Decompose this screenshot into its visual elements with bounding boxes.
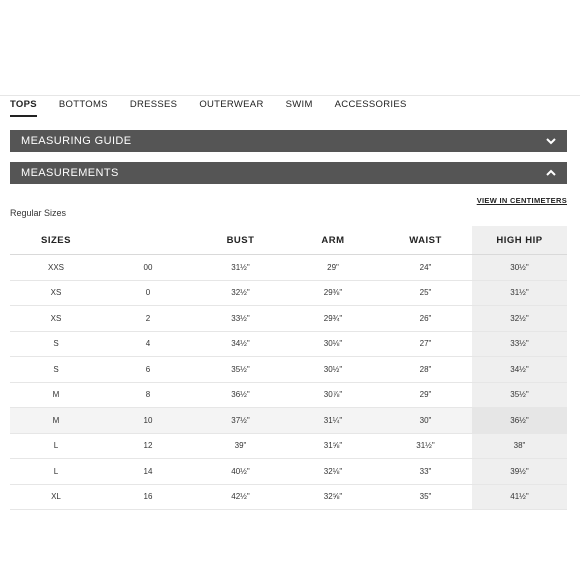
cell-bust: 37½" [194,408,287,434]
column-header-waist: WAIST [379,226,472,255]
cell-waist: 30" [379,408,472,434]
cell-sizes: S [10,357,102,383]
cell-numeric-size: 14 [102,459,194,485]
cell-high-hip: 32½" [472,306,567,332]
column-header-high-hip: HIGH HIP [472,226,567,255]
cell-sizes: L [10,459,102,485]
cell-waist: 27" [379,331,472,357]
cell-arm: 30½" [287,357,379,383]
chevron-up-icon [545,167,557,179]
chevron-down-icon [545,135,557,147]
cell-waist: 33" [379,459,472,485]
cell-arm: 31⅝" [287,433,379,459]
cell-numeric-size: 16 [102,484,194,510]
cell-sizes: XL [10,484,102,510]
cell-waist: 29" [379,382,472,408]
cell-numeric-size: 6 [102,357,194,383]
cell-high-hip: 30½" [472,255,567,281]
cell-bust: 32½" [194,280,287,306]
table-row [10,484,567,510]
category-tabs [10,99,407,117]
cell-sizes: XS [10,306,102,332]
cell-bust: 36½" [194,382,287,408]
cell-waist: 31½" [379,433,472,459]
table-row [10,331,567,357]
top-divider [0,95,580,96]
cell-numeric-size: 0 [102,280,194,306]
cell-bust: 40½" [194,459,287,485]
cell-high-hip: 36½" [472,408,567,434]
cell-high-hip: 41½" [472,484,567,510]
cell-high-hip: 31½" [472,280,567,306]
cell-high-hip: 33½" [472,331,567,357]
cell-bust: 42½" [194,484,287,510]
table-row [10,255,567,281]
cell-arm: 30⅞" [287,382,379,408]
view-in-centimeters-link[interactable]: VIEW IN CENTIMETERS [476,196,567,205]
cell-sizes: XXS [10,255,102,281]
cell-numeric-size: 8 [102,382,194,408]
cell-arm: 32⅛" [287,459,379,485]
cell-bust: 33½" [194,306,287,332]
cell-sizes: M [10,382,102,408]
table-row [10,459,567,485]
cell-arm: 29⅜" [287,280,379,306]
cell-numeric-size: 10 [102,408,194,434]
table-row [10,382,567,408]
cell-bust: 34½" [194,331,287,357]
cell-bust: 31½" [194,255,287,281]
column-header-bust: BUST [194,226,287,255]
cell-sizes: XS [10,280,102,306]
tab-outerwear[interactable]: OUTERWEAR [199,99,264,110]
table-header-row [10,226,567,255]
cell-waist: 24" [379,255,472,281]
cell-sizes: L [10,433,102,459]
cell-arm: 32⅝" [287,484,379,510]
cell-bust: 39" [194,433,287,459]
cell-high-hip: 38" [472,433,567,459]
size-chart-table [10,226,567,510]
cell-arm: 31¼" [287,408,379,434]
cell-numeric-size: 2 [102,306,194,332]
measuring-guide-label: MEASURING GUIDE [21,135,132,147]
tab-swim[interactable]: SWIM [285,99,313,110]
measurements-toggle[interactable] [10,162,567,184]
table-row [10,306,567,332]
measuring-guide-toggle[interactable] [10,130,567,152]
cell-waist: 25" [379,280,472,306]
cell-sizes: M [10,408,102,434]
cell-numeric-size: 00 [102,255,194,281]
cell-waist: 35" [379,484,472,510]
cell-waist: 28" [379,357,472,383]
cell-arm: 29¾" [287,306,379,332]
size-group-label: Regular Sizes [10,208,67,218]
column-header-arm: ARM [287,226,379,255]
tab-accessories[interactable]: ACCESSORIES [334,99,407,110]
table-row [10,280,567,306]
tab-bottoms[interactable]: BOTTOMS [58,99,108,110]
cell-sizes: S [10,331,102,357]
cell-numeric-size: 4 [102,331,194,357]
measurements-label: MEASUREMENTS [21,167,119,179]
table-row [10,357,567,383]
cell-high-hip: 39½" [472,459,567,485]
cell-numeric-size: 12 [102,433,194,459]
table-row [10,433,567,459]
tab-dresses[interactable]: DRESSES [129,99,178,110]
cell-high-hip: 35½" [472,382,567,408]
column-header-sizes: SIZES [10,226,102,255]
table-body [10,255,567,510]
table-row [10,408,567,434]
cell-bust: 35½" [194,357,287,383]
cell-arm: 30⅛" [287,331,379,357]
cell-waist: 26" [379,306,472,332]
cell-high-hip: 34½" [472,357,567,383]
tab-tops[interactable]: TOPS [10,99,37,117]
cell-arm: 29" [287,255,379,281]
column-header-numeric-size [102,226,194,255]
